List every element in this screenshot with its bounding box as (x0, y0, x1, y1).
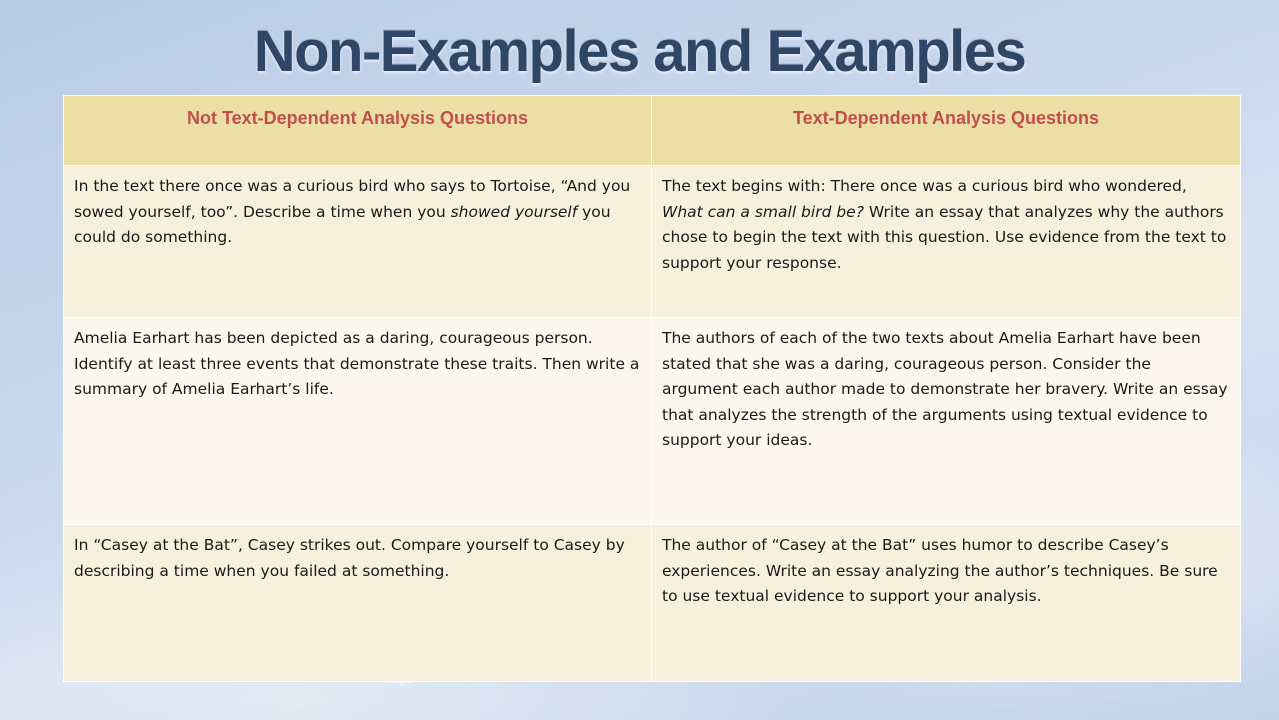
table-row (64, 318, 1241, 525)
example-cell: The author of “Casey at the Bat” uses humor to describe Casey’s experiences. Write an essay analyzing the author’s techniques. Be sure to use textual evidence to support your analysis. (652, 525, 1241, 682)
cell-text: you could do something. (74, 202, 611, 246)
example-cell (652, 166, 1241, 318)
cell-text: Write an essay that analyzes why the authors chose to begin the text with this question. Use evidence from the text to support your response. (662, 202, 1227, 272)
non-example-cell: In “Casey at the Bat”, Casey strikes out. Compare yourself to Casey by describing a time when you failed at something. (64, 525, 652, 682)
cell-text: The text begins with: There once was a curious bird who wondered, (662, 177, 1187, 195)
non-example-cell: Amelia Earhart has been depicted as a daring, courageous person. Identify at least three events that demonstrate these traits. Then write a summary of Amelia Earhart’s life. (64, 318, 652, 525)
example-cell: The authors of each of the two texts about Amelia Earhart have been stated that she was a daring, courageous person. Consider the argument each author made to demonstrate her bravery. Write an essay that analyzes the strength of the arguments using textual evidence to support your ideas. (652, 318, 1241, 525)
table-header-row (64, 96, 1241, 166)
examples-table (63, 95, 1241, 682)
table-row (64, 525, 1241, 682)
cell-emphasis: showed yourself (450, 202, 578, 221)
header-non-examples: Not Text-Dependent Analysis Questions (64, 96, 652, 166)
cell-text: In the text there once was a curious bird who says to Tortoise, “And you sowed yourself, too”. Describe a time when you (74, 177, 631, 221)
non-example-cell (64, 166, 652, 318)
slide-title: Non-Examples and Examples (253, 19, 1026, 84)
table-row (64, 166, 1241, 318)
cell-emphasis: What can a small bird be? (662, 202, 864, 221)
header-examples: Text-Dependent Analysis Questions (652, 96, 1241, 166)
